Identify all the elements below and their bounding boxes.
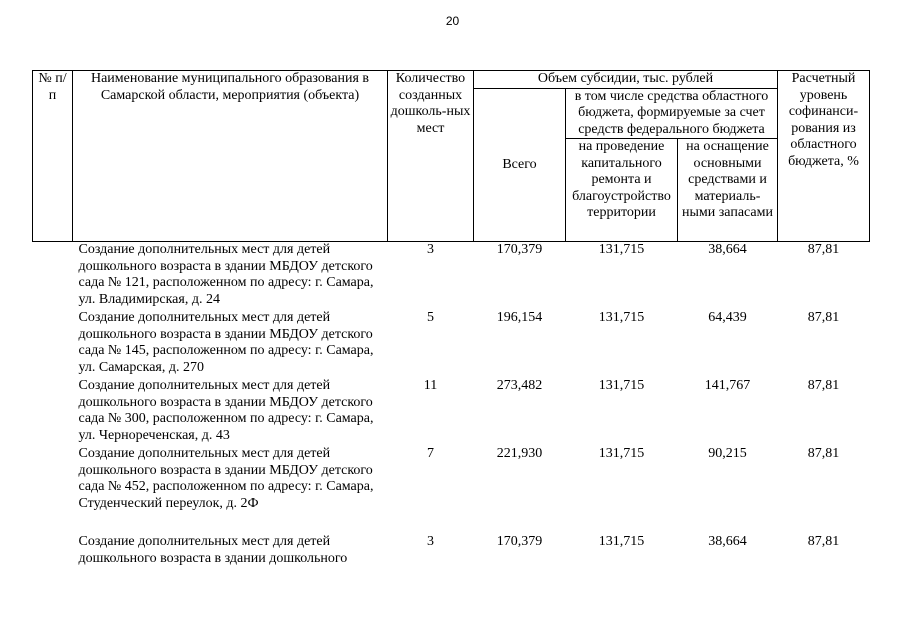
row-rate: 87,81 [807, 378, 840, 393]
row-no [33, 242, 73, 311]
header-places: Количество созданных дошколь-ных мест [388, 71, 474, 242]
header-repair: на проведение капитального ремонта и благоустройство территории [566, 139, 678, 242]
row-equipment: 38,664 [708, 242, 747, 257]
row-total: 170,379 [496, 242, 543, 257]
subsidy-table [32, 70, 870, 570]
header-rate: Расчетный уровень софинанси-рования из областного бюджета, % [778, 71, 870, 242]
header-no: № п/п [33, 71, 73, 242]
row-repair: 131,715 [598, 242, 645, 257]
row-equipment: 38,664 [708, 534, 747, 549]
row-places: 3 [427, 242, 434, 257]
table-row [33, 446, 870, 534]
header-total: Всего [474, 88, 566, 242]
header-federal-group: в том числе средства областного бюджета, формируемые за счет средств федерального бюджета [566, 88, 778, 139]
row-no [33, 378, 73, 446]
table-body [33, 242, 870, 571]
row-rate: 87,81 [807, 534, 840, 549]
page-number: 20 [445, 14, 460, 28]
header-equipment: на оснащение основными средствами и материаль-ными запасами [678, 139, 778, 242]
table-row [33, 310, 870, 378]
row-equipment: 64,439 [708, 310, 747, 325]
table-header [33, 71, 870, 242]
row-name: Создание дополнительных мест для детей дошкольного возраста в здании МБДОУ детского сада № 145, расположенном по адресу: г. Самара, ул. Самарская, д. 270 [78, 310, 374, 375]
table-row [33, 378, 870, 446]
table-row [33, 242, 870, 311]
row-equipment: 141,767 [704, 378, 751, 393]
row-rate: 87,81 [807, 446, 840, 461]
row-no [33, 534, 73, 570]
row-rate: 87,81 [807, 310, 840, 325]
row-name: Создание дополнительных мест для детей дошкольного возраста в здании МБДОУ детского сада № 300, расположенном по адресу: г. Самара, ул. Чернореченская, д. 43 [78, 378, 374, 443]
row-no [33, 446, 73, 534]
row-no [33, 310, 73, 378]
header-subsidy-group: Объем субсидии, тыс. рублей [474, 71, 778, 89]
row-name: Создание дополнительных мест для детей дошкольного возраста в здании дошкольного [78, 534, 348, 566]
table-row [33, 534, 870, 570]
row-places: 11 [423, 378, 438, 393]
row-total: 170,379 [496, 534, 543, 549]
row-equipment: 90,215 [708, 446, 747, 461]
row-repair: 131,715 [598, 310, 645, 325]
row-repair: 131,715 [598, 446, 645, 461]
row-total: 273,482 [496, 378, 543, 393]
row-repair: 131,715 [598, 534, 645, 549]
row-name: Создание дополнительных мест для детей дошкольного возраста в здании МБДОУ детского сада № 452, расположенном по адресу: г. Самара, Студенческий переулок, д. 2Ф [78, 446, 374, 511]
row-places: 3 [427, 534, 434, 549]
row-repair: 131,715 [598, 378, 645, 393]
row-places: 7 [427, 446, 434, 461]
header-name: Наименование муниципального образования в Самарской области, мероприятия (объекта) [73, 71, 388, 242]
row-places: 5 [427, 310, 434, 325]
row-name: Создание дополнительных мест для детей дошкольного возраста в здании МБДОУ детского сада № 121, расположенном по адресу: г. Самара, ул. Владимирская, д. 24 [78, 242, 374, 307]
row-total: 221,930 [496, 446, 543, 461]
row-total: 196,154 [496, 310, 543, 325]
row-rate: 87,81 [807, 242, 840, 257]
